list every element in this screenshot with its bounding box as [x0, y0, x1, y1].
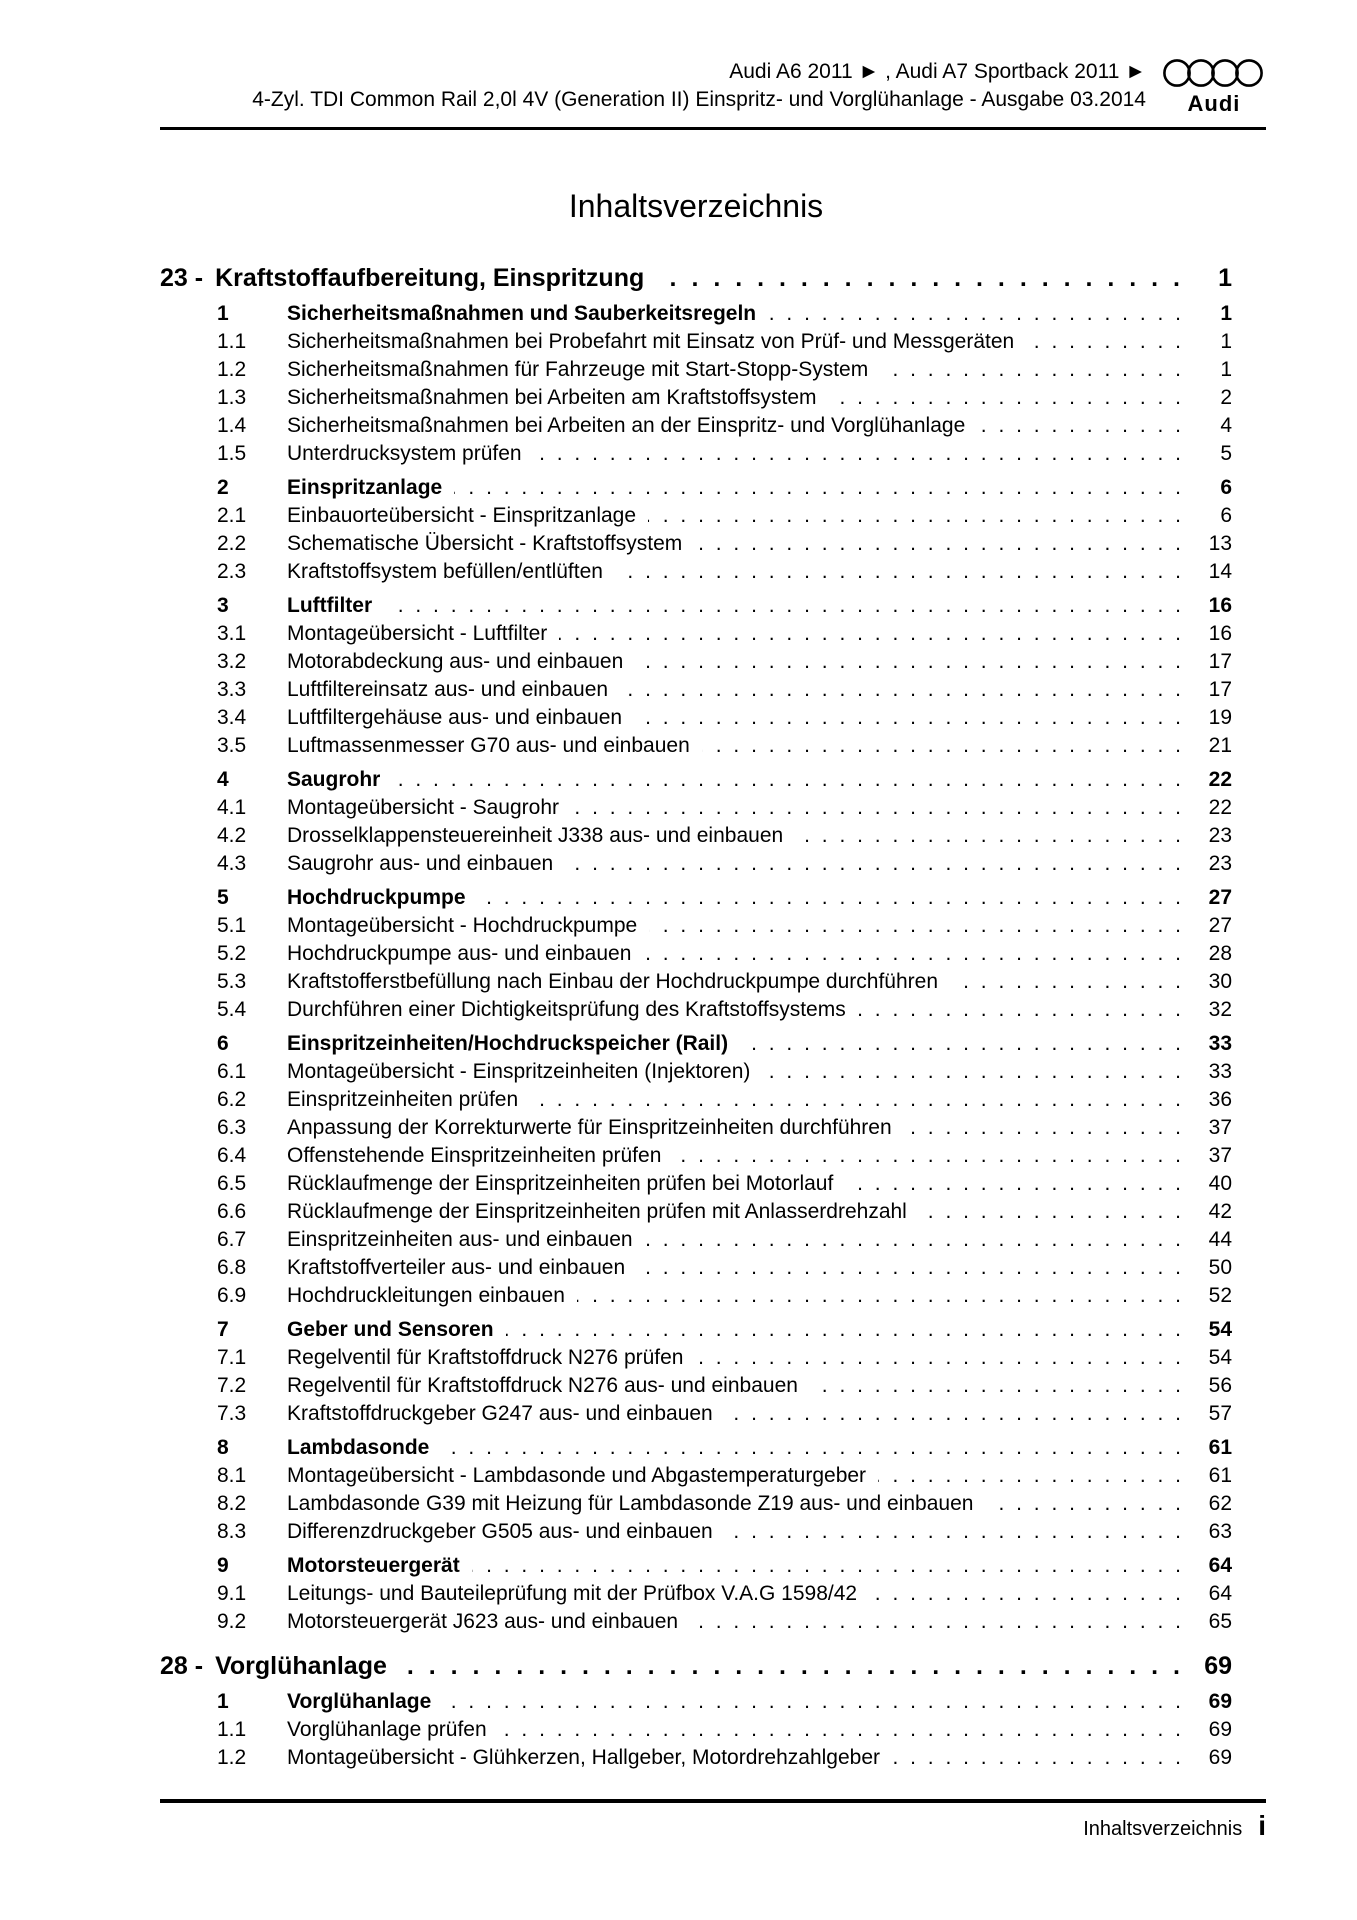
- toc-row: [160, 1552, 1232, 1580]
- audi-logo: [1160, 56, 1268, 116]
- toc-row: [160, 996, 1232, 1024]
- toc-entry-page: 42: [1208, 1200, 1232, 1223]
- toc-entry-label: Saugrohr: [287, 768, 381, 791]
- toc-entry-number: 5.2: [217, 942, 247, 965]
- toc-dot-leader: [648, 502, 1184, 530]
- toc-dot-leader: [534, 440, 1184, 468]
- toc-dot-leader: [690, 1608, 1184, 1636]
- toc-entry-page: 52: [1208, 1284, 1232, 1307]
- toc-entry-label: Regelventil für Kraftstoffdruck N276 prüfen: [287, 1346, 684, 1369]
- toc-dot-leader: [649, 912, 1184, 940]
- toc-dot-leader: [443, 1688, 1184, 1716]
- toc-row: [160, 1434, 1232, 1462]
- toc-entry-number: 2: [217, 476, 229, 499]
- toc-entry-label: Vorglühanlage: [287, 1690, 432, 1713]
- toc-entry-number: 3.3: [217, 678, 247, 701]
- footer-page-number: i: [1258, 1810, 1266, 1841]
- toc-entry-page: 64: [1208, 1582, 1232, 1605]
- toc-entry-number: 6.2: [217, 1088, 247, 1111]
- toc-dot-leader: [829, 384, 1184, 412]
- toc-dot-leader: [880, 356, 1184, 384]
- toc-dot-leader: [392, 766, 1184, 794]
- toc-dot-leader: [869, 1580, 1184, 1608]
- toc-entry-number: 1.3: [217, 386, 247, 409]
- toc-entry-number: 2.2: [217, 532, 247, 555]
- toc-entry-number: 1: [217, 1690, 229, 1713]
- toc-dot-leader: [1026, 328, 1184, 356]
- header-document-line: 4-Zyl. TDI Common Rail 2,0l 4V (Generation II) Einspritz- und Vorglühanlage - Ausgabe 03.2014: [252, 88, 1146, 111]
- toc-entry-label: Saugrohr aus- und einbauen: [287, 852, 554, 875]
- toc-entry-page: 22: [1208, 768, 1232, 791]
- toc-entry-number: 1.4: [217, 414, 247, 437]
- toc-entry-number: 28 -: [160, 1652, 204, 1680]
- toc-dot-leader: [441, 1434, 1184, 1462]
- toc-dot-leader: [696, 1344, 1185, 1372]
- toc-list: [160, 262, 1232, 1772]
- toc-row: [160, 1608, 1232, 1636]
- toc-entry-page: 21: [1208, 734, 1232, 757]
- toc-entry-page: 16: [1208, 594, 1232, 617]
- toc-row: [160, 1170, 1232, 1198]
- toc-dot-leader: [977, 412, 1184, 440]
- toc-entry-page: 37: [1208, 1144, 1232, 1167]
- toc-entry-number: 4.1: [217, 796, 247, 819]
- toc-dot-leader: [399, 1650, 1184, 1683]
- page-title: Inhaltsverzeichnis: [568, 188, 824, 224]
- toc-row: [160, 732, 1232, 760]
- toc-entry-number: 6.4: [217, 1144, 247, 1167]
- toc-entry-page: 69: [1208, 1746, 1232, 1769]
- toc-entry-page: 1: [1220, 302, 1232, 325]
- toc-dot-leader: [795, 822, 1184, 850]
- toc-entry-number: 6.1: [217, 1060, 247, 1083]
- toc-entry-label: Vorglühanlage prüfen: [287, 1718, 487, 1741]
- toc-entry-page: 33: [1208, 1060, 1232, 1083]
- toc-entry-label: Motorabdeckung aus- und einbauen: [287, 650, 624, 673]
- toc-row: [160, 1086, 1232, 1114]
- toc-row: [160, 1058, 1232, 1086]
- toc-entry-page: 23: [1208, 824, 1232, 847]
- toc-entry-number: 9: [217, 1554, 229, 1577]
- toc-entry-number: 8.2: [217, 1492, 247, 1515]
- toc-entry-label: Einspritzeinheiten prüfen: [287, 1088, 519, 1111]
- toc-entry-label: Lambdasonde: [287, 1436, 430, 1459]
- toc-entry-page: 1: [1220, 358, 1232, 381]
- toc-entry-page: 65: [1208, 1610, 1232, 1633]
- toc-dot-leader: [637, 1254, 1184, 1282]
- toc-entry-label: Hochdruckpumpe: [287, 886, 466, 909]
- toc-entry-number: 6.6: [217, 1200, 247, 1223]
- toc-row: [160, 1114, 1232, 1142]
- toc-entry-page: 30: [1208, 970, 1232, 993]
- toc-entry-page: 63: [1208, 1520, 1232, 1543]
- toc-entry-number: 8: [217, 1436, 229, 1459]
- toc-entry-page: 33: [1208, 1032, 1232, 1055]
- toc-row: [160, 676, 1232, 704]
- toc-entry-number: 3.5: [217, 734, 247, 757]
- toc-entry-number: 9.2: [217, 1610, 247, 1633]
- toc-dot-leader: [530, 1086, 1184, 1114]
- toc-entry-page: 57: [1208, 1402, 1232, 1425]
- toc-entry-page: 36: [1208, 1088, 1232, 1111]
- toc-entry-label: Montageübersicht - Einspritzeinheiten (Injektoren): [287, 1060, 751, 1083]
- toc-entry-page: 1: [1218, 264, 1232, 292]
- toc-entry-page: 22: [1208, 796, 1232, 819]
- footer-section-label: Inhaltsverzeichnis: [1083, 1818, 1243, 1840]
- toc-entry-page: 27: [1208, 914, 1232, 937]
- toc-row: [160, 356, 1232, 384]
- toc-dot-leader: [565, 850, 1184, 878]
- toc-entry-number: 2.1: [217, 504, 247, 527]
- toc-dot-leader: [762, 1058, 1184, 1086]
- toc-entry-number: 2.3: [217, 560, 247, 583]
- toc-row: [160, 766, 1232, 794]
- toc-entry-label: Motorsteuergerät: [287, 1554, 460, 1577]
- toc-entry-label: Geber und Sensoren: [287, 1318, 494, 1341]
- toc-dot-leader: [499, 1716, 1184, 1744]
- toc-dot-leader: [615, 558, 1184, 586]
- toc-dot-leader: [559, 620, 1184, 648]
- toc-entry-label: Schematische Übersicht - Kraftstoffsystem: [287, 532, 683, 555]
- toc-dot-leader: [810, 1372, 1184, 1400]
- toc-entry-number: 1.5: [217, 442, 247, 465]
- toc-entry-number: 6.7: [217, 1228, 247, 1251]
- toc-dot-leader: [985, 1490, 1184, 1518]
- toc-entry-label: Unterdrucksystem prüfen: [287, 442, 522, 465]
- toc-entry-page: 32: [1208, 998, 1232, 1021]
- toc-entry-label: Sicherheitsmaßnahmen bei Arbeiten am Kraftstoffsystem: [287, 386, 817, 409]
- toc-entry-label: Leitungs- und Bauteileprüfung mit der Prüfbox V.A.G 1598/42: [287, 1582, 858, 1605]
- toc-entry-number: 6.9: [217, 1284, 247, 1307]
- toc-row: [160, 1282, 1232, 1310]
- toc-entry-page: 17: [1208, 678, 1232, 701]
- toc-row: [160, 794, 1232, 822]
- toc-row: [160, 1580, 1232, 1608]
- toc-entry-label: Rücklaufmenge der Einspritzeinheiten prüfen mit Anlasserdrehzahl: [287, 1200, 907, 1223]
- toc-entry-number: 4.2: [217, 824, 247, 847]
- toc-row: [160, 822, 1232, 850]
- toc-dot-leader: [919, 1198, 1184, 1226]
- toc-entry-number: 1: [217, 302, 229, 325]
- toc-entry-number: 8.1: [217, 1464, 247, 1487]
- toc-entry-label: Montageübersicht - Glühkerzen, Hallgeber, Motordrehzahlgeber: [287, 1746, 880, 1769]
- toc-row: [160, 1372, 1232, 1400]
- toc-row: [160, 558, 1232, 586]
- toc-entry-label: Einspritzanlage: [287, 476, 443, 499]
- toc-dot-leader: [904, 1114, 1184, 1142]
- toc-entry-label: Sicherheitsmaßnahmen für Fahrzeuge mit Start-Stopp-System: [287, 358, 869, 381]
- toc-entry-label: Sicherheitsmaßnahmen bei Arbeiten an der Einspritz- und Vorglühanlage: [287, 414, 966, 437]
- header-model-line: Audi A6 2011 ► , Audi A7 Sportback 2011 ►: [729, 60, 1146, 83]
- toc-entry-number: 5.1: [217, 914, 247, 937]
- toc-dot-leader: [702, 732, 1184, 760]
- toc-entry-label: Montageübersicht - Hochdruckpumpe: [287, 914, 638, 937]
- toc-row: [160, 1716, 1232, 1744]
- toc-entry-page: 37: [1208, 1116, 1232, 1139]
- toc-dot-leader: [694, 530, 1184, 558]
- toc-entry-label: Montageübersicht - Saugrohr: [287, 796, 559, 819]
- toc-entry-label: Drosselklappensteuereinheit J338 aus- und einbauen: [287, 824, 784, 847]
- toc-dot-leader: [673, 1142, 1184, 1170]
- toc-dot-leader: [472, 1552, 1184, 1580]
- toc-entry-page: 5: [1220, 442, 1232, 465]
- toc-dot-leader: [506, 1316, 1184, 1344]
- toc-entry-number: 4: [217, 768, 229, 791]
- toc-entry-page: 62: [1208, 1492, 1232, 1515]
- toc-dot-leader: [725, 1518, 1184, 1546]
- toc-entry-label: Einspritzeinheiten/Hochdruckspeicher (Rail): [287, 1032, 729, 1055]
- toc-entry-page: 69: [1208, 1690, 1232, 1713]
- toc-entry-label: Hochdruckpumpe aus- und einbauen: [287, 942, 632, 965]
- toc-dot-leader: [858, 996, 1184, 1024]
- audi-wordmark: Audi: [1187, 91, 1241, 116]
- toc-entry-number: 6.3: [217, 1116, 247, 1139]
- toc-entry-label: Luftfiltereinsatz aus- und einbauen: [287, 678, 609, 701]
- toc-entry-label: Sicherheitsmaßnahmen bei Probefahrt mit Einsatz von Prüf- und Messgeräten: [287, 330, 1015, 353]
- toc-entry-number: 1.1: [217, 1718, 247, 1741]
- toc-entry-label: Rücklaufmenge der Einspritzeinheiten prüfen bei Motorlauf: [287, 1172, 834, 1195]
- toc-dot-leader: [454, 474, 1184, 502]
- toc-row: [160, 1254, 1232, 1282]
- toc-entry-label: Einbauorteübersicht - Einspritzanlage: [287, 504, 637, 527]
- toc-dot-leader: [892, 1744, 1184, 1772]
- toc-entry-number: 3.1: [217, 622, 247, 645]
- toc-entry-page: 44: [1208, 1228, 1232, 1251]
- toc-row: [160, 1316, 1232, 1344]
- toc-row: [160, 1400, 1232, 1428]
- toc-dot-leader: [656, 262, 1184, 295]
- toc-dot-leader: [577, 1282, 1184, 1310]
- toc-dot-leader: [478, 884, 1184, 912]
- toc-row: [160, 384, 1232, 412]
- toc-entry-page: 16: [1208, 622, 1232, 645]
- toc-entry-page: 17: [1208, 650, 1232, 673]
- toc-entry-number: 7.1: [217, 1346, 247, 1369]
- toc-entry-label: Einspritzeinheiten aus- und einbauen: [287, 1228, 633, 1251]
- toc-row: [160, 1142, 1232, 1170]
- page-header: [160, 56, 1268, 116]
- toc-entry-label: Durchführen einer Dichtigkeitsprüfung des Kraftstoffsystems: [287, 998, 846, 1021]
- toc-row: [160, 1344, 1232, 1372]
- toc-row: [160, 474, 1232, 502]
- toc-entry-number: 4.3: [217, 852, 247, 875]
- toc-row: [160, 412, 1232, 440]
- toc-entry-page: 56: [1208, 1374, 1232, 1397]
- toc-row: [160, 648, 1232, 676]
- toc-dot-leader: [878, 1462, 1184, 1490]
- toc-entry-number: 6: [217, 1032, 229, 1055]
- toc-dot-leader: [950, 968, 1184, 996]
- toc-entry-number: 5.4: [217, 998, 247, 1021]
- toc-entry-page: 2: [1220, 386, 1232, 409]
- toc-dot-leader: [845, 1170, 1184, 1198]
- toc-row: [160, 884, 1232, 912]
- toc-entry-page: 54: [1208, 1346, 1232, 1369]
- toc-entry-label: Hochdruckleitungen einbauen: [287, 1284, 565, 1307]
- toc-row: [160, 1650, 1232, 1683]
- toc-row: [160, 1744, 1232, 1772]
- toc-row: [160, 1518, 1232, 1546]
- toc-entry-label: Luftfilter: [287, 594, 373, 617]
- toc-row: [160, 530, 1232, 558]
- toc-dot-leader: [643, 940, 1184, 968]
- toc-entry-page: 27: [1208, 886, 1232, 909]
- toc-entry-label: Anpassung der Korrekturwerte für Einspritzeinheiten durchführen: [287, 1116, 892, 1139]
- toc-entry-page: 14: [1208, 560, 1232, 583]
- toc-entry-page: 6: [1220, 476, 1232, 499]
- toc-dot-leader: [571, 794, 1184, 822]
- toc-entry-number: 1.2: [217, 358, 247, 381]
- toc-row: [160, 1688, 1232, 1716]
- header-text: [160, 56, 1160, 114]
- toc-entry-page: 19: [1208, 706, 1232, 729]
- toc-entry-page: 61: [1208, 1436, 1232, 1459]
- toc-entry-page: 69: [1208, 1718, 1232, 1741]
- toc-dot-leader: [740, 1030, 1184, 1058]
- toc-entry-number: 7: [217, 1318, 229, 1341]
- audi-rings-icon: [1160, 56, 1268, 90]
- toc-entry-number: 5.3: [217, 970, 247, 993]
- page-footer: [160, 1810, 1266, 1842]
- toc-entry-page: 40: [1208, 1172, 1232, 1195]
- toc-row: [160, 1198, 1232, 1226]
- toc-dot-leader: [635, 648, 1184, 676]
- toc-row: [160, 592, 1232, 620]
- toc-entry-number: 1.2: [217, 1746, 247, 1769]
- toc-entry-page: 69: [1204, 1652, 1232, 1680]
- toc-entry-page: 4: [1220, 414, 1232, 437]
- toc-dot-leader: [620, 676, 1184, 704]
- toc-entry-label: Vorglühanlage: [215, 1652, 387, 1680]
- toc-entry-number: 3: [217, 594, 229, 617]
- toc-entry-number: 3.2: [217, 650, 247, 673]
- toc-entry-label: Offenstehende Einspritzeinheiten prüfen: [287, 1144, 662, 1167]
- toc-dot-leader: [768, 300, 1184, 328]
- toc-entry-page: 50: [1208, 1256, 1232, 1279]
- toc-entry-label: Differenzdruckgeber G505 aus- und einbauen: [287, 1520, 713, 1543]
- toc-entry-label: Luftmassenmesser G70 aus- und einbauen: [287, 734, 690, 757]
- toc-row: [160, 912, 1232, 940]
- toc-entry-number: 6.8: [217, 1256, 247, 1279]
- toc-entry-number: 1.1: [217, 330, 247, 353]
- toc-row: [160, 704, 1232, 732]
- toc-row: [160, 300, 1232, 328]
- toc-entry-number: 23 -: [160, 264, 204, 292]
- toc-entry-number: 6.5: [217, 1172, 247, 1195]
- toc-entry-label: Kraftstoffverteiler aus- und einbauen: [287, 1256, 626, 1279]
- toc-row: [160, 1030, 1232, 1058]
- toc-entry-page: 61: [1208, 1464, 1232, 1487]
- toc-row: [160, 620, 1232, 648]
- toc-entry-number: 7.3: [217, 1402, 247, 1425]
- toc-entry-page: 28: [1208, 942, 1232, 965]
- toc-dot-leader: [645, 1226, 1184, 1254]
- toc-entry-label: Sicherheitsmaßnahmen und Sauberkeitsregeln: [287, 302, 757, 325]
- toc-entry-page: 54: [1208, 1318, 1232, 1341]
- toc-row: [160, 262, 1232, 295]
- toc-entry-label: Lambdasonde G39 mit Heizung für Lambdasonde Z19 aus- und einbauen: [287, 1492, 974, 1515]
- toc-entry-label: Kraftstofferstbefüllung nach Einbau der Hochdruckpumpe durchführen: [287, 970, 939, 993]
- toc-row: [160, 1226, 1232, 1254]
- toc-row: [160, 502, 1232, 530]
- toc-entry-number: 9.1: [217, 1582, 247, 1605]
- toc-entry-label: Montageübersicht - Luftfilter: [287, 622, 548, 645]
- toc-entry-label: Regelventil für Kraftstoffdruck N276 aus- und einbauen: [287, 1374, 798, 1397]
- toc-row: [160, 1462, 1232, 1490]
- footer-divider: [160, 1799, 1266, 1803]
- toc-entry-label: Montageübersicht - Lambdasonde und Abgastemperaturgeber: [287, 1464, 867, 1487]
- toc-entry-number: 8.3: [217, 1520, 247, 1543]
- toc-row: [160, 968, 1232, 996]
- toc-entry-page: 64: [1208, 1554, 1232, 1577]
- toc-row: [160, 440, 1232, 468]
- toc-entry-number: 5: [217, 886, 229, 909]
- toc-dot-leader: [725, 1400, 1184, 1428]
- header-divider: [160, 127, 1266, 130]
- toc-entry-label: Kraftstoffaufbereitung, Einspritzung: [215, 264, 645, 292]
- toc-entry-page: 13: [1208, 532, 1232, 555]
- toc-row: [160, 1490, 1232, 1518]
- toc-entry-page: 1: [1220, 330, 1232, 353]
- toc-entry-page: 23: [1208, 852, 1232, 875]
- toc-entry-label: Kraftstoffdruckgeber G247 aus- und einbauen: [287, 1402, 713, 1425]
- toc-entry-page: 6: [1220, 504, 1232, 527]
- toc-entry-label: Luftfiltergehäuse aus- und einbauen: [287, 706, 623, 729]
- toc-entry-number: 7.2: [217, 1374, 247, 1397]
- toc-entry-label: Motorsteuergerät J623 aus- und einbauen: [287, 1610, 679, 1633]
- toc-row: [160, 328, 1232, 356]
- toc-dot-leader: [634, 704, 1184, 732]
- toc-row: [160, 940, 1232, 968]
- toc-row: [160, 850, 1232, 878]
- toc-entry-label: Kraftstoffsystem befüllen/entlüften: [287, 560, 603, 583]
- toc-dot-leader: [384, 592, 1184, 620]
- toc-entry-number: 3.4: [217, 706, 247, 729]
